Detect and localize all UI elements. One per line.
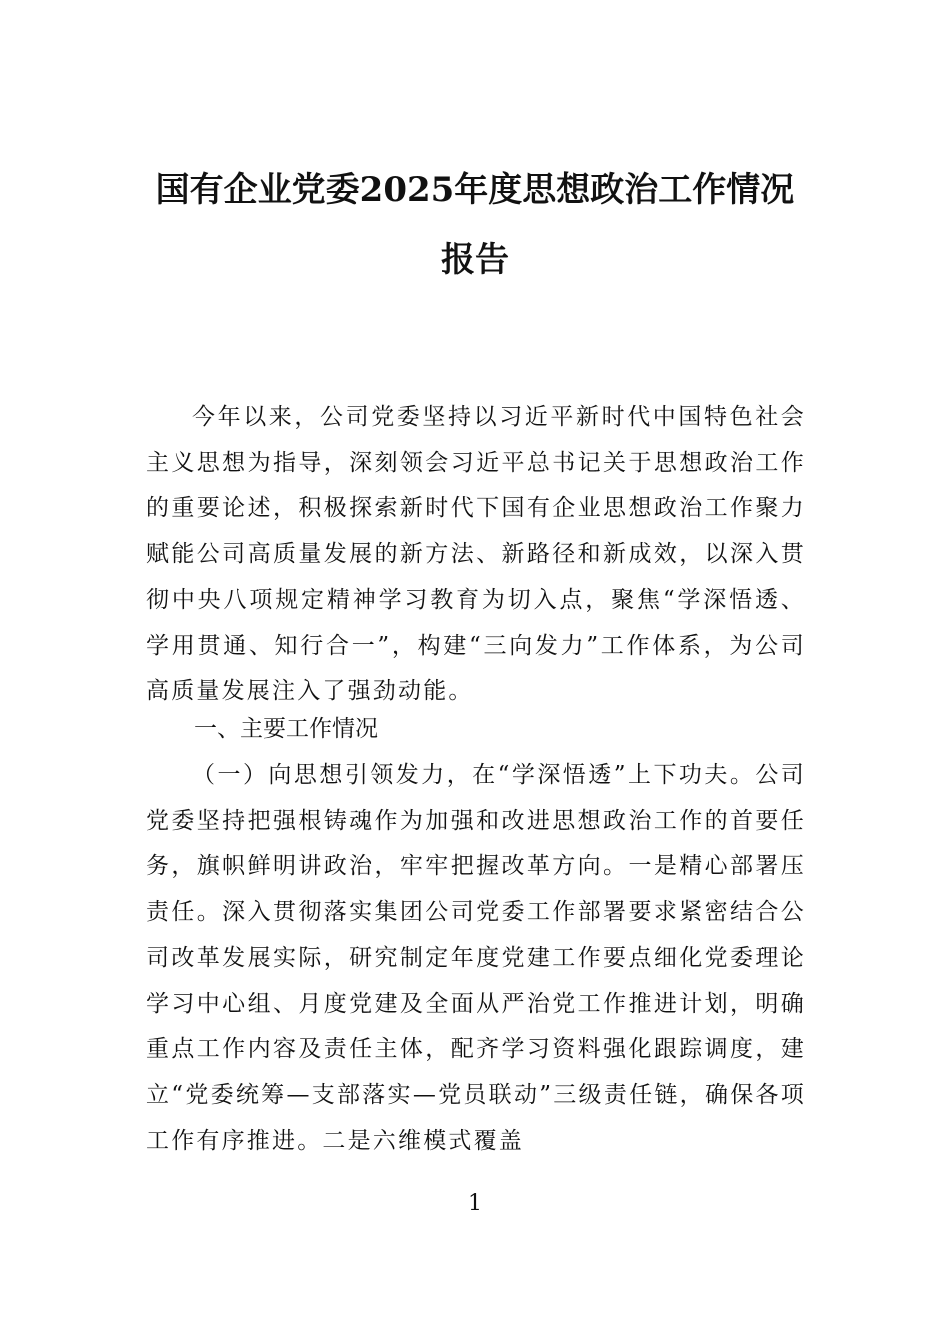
subsection-paragraph bbox=[146, 753, 806, 1164]
section-heading-main-work: 一、主要工作情况 bbox=[194, 716, 378, 742]
subsection-body-text: 公司党委坚持把强根铸魂作为加强和改进思想政治工作的首要任务，旗帜鲜明讲政治，牢牢把握改革方向。一是精心部署压责任。深入贯彻落实集团公司党委工作部署要求紧密结合公司改革发展实际，研究制定年度党建工作要点细化党委理论学习中心组、月度党建及全面从严治党工作推进计划，明确重点工作内容及责任主体，配齐学习资料强化跟踪调度，建立“党委统筹—支部落实—党员联动”三级责任链，确保各项工作有序推进。二是六维模式覆盖 bbox=[146, 762, 806, 1154]
document-title-line-2: 报告 bbox=[441, 240, 509, 280]
intro-paragraph: 今年以来，公司党委坚持以习近平新时代中国特色社会主义思想为指导，深刻领会习近平总书记关于思想政治工作的重要论述，积极探索新时代下国有企业思想政治工作聚力赋能公司高质量发展的新方法、新路径和新成效，以深入贯彻中央八项规定精神学习教育为切入点，聚焦“学深悟透、学用贯通、知行合一”，构建“三向发力”工作体系，为公司高质量发展注入了强劲动能。 bbox=[146, 404, 806, 705]
document-title-line-1: 国有企业党委2025年度思想政治工作情况 bbox=[155, 170, 795, 210]
page-number: 1 bbox=[468, 1191, 482, 1216]
subsection-heading-ideological-guidance: （一）向思想引领发力，在“学深悟透”上下功夫。 bbox=[192, 762, 756, 788]
